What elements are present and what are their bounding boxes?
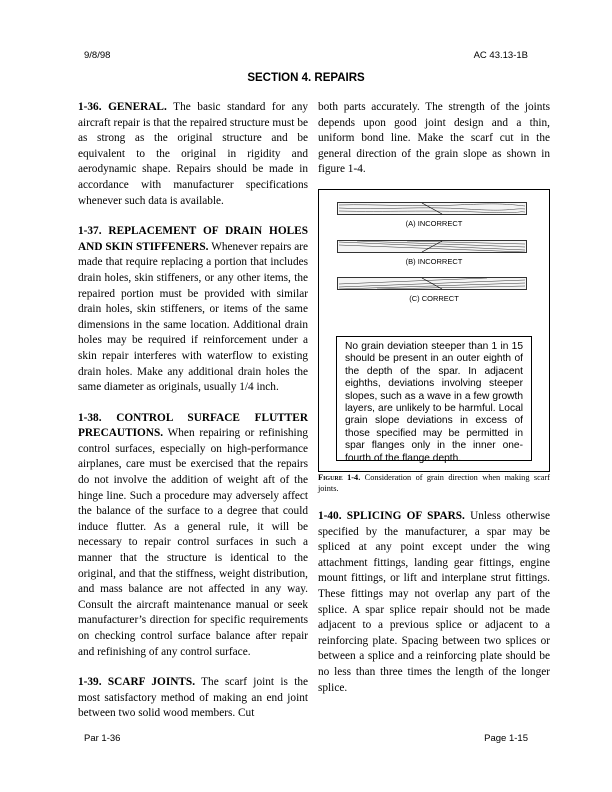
right-column bbox=[318, 100, 550, 711]
figure-label-c: (C) CORRECT bbox=[409, 294, 459, 304]
figure-caption-label: Figure 1-4. bbox=[318, 472, 361, 482]
header-doc-id: AC 43.13-1B bbox=[473, 50, 528, 61]
paragraph-body: The basic standard for any aircraft repair is that the repaired structure must be as strong as the original structure and be equivalent to the original in rigidity and aerodynamic shape. Repairs should be made in accordance with manufacturer specifications whenever such data is available. bbox=[78, 101, 308, 207]
wood-grain-illustration-b bbox=[337, 240, 531, 253]
paragraph-heading: 1-37. REPLACEMENT OF DRAIN HOLES AND SKIN STIFFENERS. bbox=[78, 225, 308, 253]
figure-1-4 bbox=[318, 189, 550, 472]
paragraph-1-37 bbox=[78, 224, 308, 396]
paragraph-heading: 1-39. SCARF JOINTS. bbox=[78, 676, 196, 689]
paragraph-1-36 bbox=[78, 100, 308, 209]
figure-label-b: (B) INCORRECT bbox=[405, 256, 463, 266]
paragraph-1-40 bbox=[318, 509, 550, 696]
paragraph-1-38 bbox=[78, 411, 308, 661]
paragraph-heading: 1-36. GENERAL. bbox=[78, 101, 167, 113]
paragraph-heading: 1-38. CONTROL SURFACE FLUTTER PRECAUTIONS. bbox=[78, 411, 308, 440]
figure-label-a: (A) INCORRECT bbox=[405, 218, 463, 228]
paragraph-body: The scarf joint is the most satisfactory method of making an end joint between two solid wood members. Cut bbox=[78, 676, 308, 720]
figure-note: No grain deviation steeper than 1 in 15 should be present in an outer eighth of the depth of the spar. In adjacent eighths, deviations involving steeper slopes, such as a wave in a few growth layers, are unlikely to be harmful. Local grain slope deviations in excess of those specified may be permitted in spar flanges only in the inner one-fourth of the flange depth. bbox=[336, 336, 532, 461]
figure-caption bbox=[318, 472, 550, 494]
figure-caption-text: Consideration of grain direction when making scarf joints. bbox=[318, 472, 550, 493]
section-title: SECTION 4. REPAIRS bbox=[247, 72, 365, 84]
paragraph-body: Unless otherwise specified by the manufacturer, a spar may be spliced at any point except under the wing attachment fittings, landing gear fittings, engine mount fittings, or lift and interplane strut fittings. These fittings may not overlap any part of the splice. A spar splice repair should not be made adjacent to a previous splice or adjacent to a reinforcing plate. Spacing between two splices or between a splice and a reinforcing plate should be no less than three times the length of the longer splice. bbox=[318, 509, 551, 694]
wood-grain-illustration-c bbox=[337, 277, 531, 290]
wood-grain-illustration-a bbox=[337, 202, 531, 215]
header-date: 9/8/98 bbox=[84, 50, 111, 61]
footer-paragraph-ref: Par 1-36 bbox=[84, 733, 121, 744]
paragraph-1-39 bbox=[78, 675, 308, 722]
footer-page-number: Page 1-15 bbox=[484, 733, 528, 744]
paragraph-body: When repairing or refinishing control surfaces, especially on high-performance airplanes, care must be exercised that the repairs do not involve the addition of weight aft of the hinge line. Such a procedure may adversely affect the balance of the surface to a degree that could induce flutter. As a general rule, it will be necessary to repair control surfaces in such a manner that the structure is identical to the original, and that the stiffness, weight distribution, and mass balance are not affected in any way. Consult the aircraft maintenance manual or seek manufacturer’s direction for specific requirements on checking control surface balance after repair and refinishing of any control surface. bbox=[78, 427, 308, 658]
paragraph-heading: 1-40. SPLICING OF SPARS. bbox=[318, 509, 465, 522]
paragraph-1-39-continued: both parts accurately. The strength of the joints depends upon good joint design and a thin, uniform bond line. Make the scarf cut in the general direction of the grain slope as shown in figure 1-4. bbox=[318, 101, 550, 176]
paragraph-body: Whenever repairs are made that require replacing a portion that includes drain holes, skin stiffeners, or any other items, the repaired portion must be provided with similar drain holes, skin stiffeners, or items of the same dimensions in the same location. Additional drain holes may be required if reinforcement under a skin repair interferes with waterflow to existing drain holes. Make any additional drain holes the same diameter as originals, usually 1/4 inch. bbox=[78, 240, 308, 394]
left-column bbox=[78, 100, 308, 737]
